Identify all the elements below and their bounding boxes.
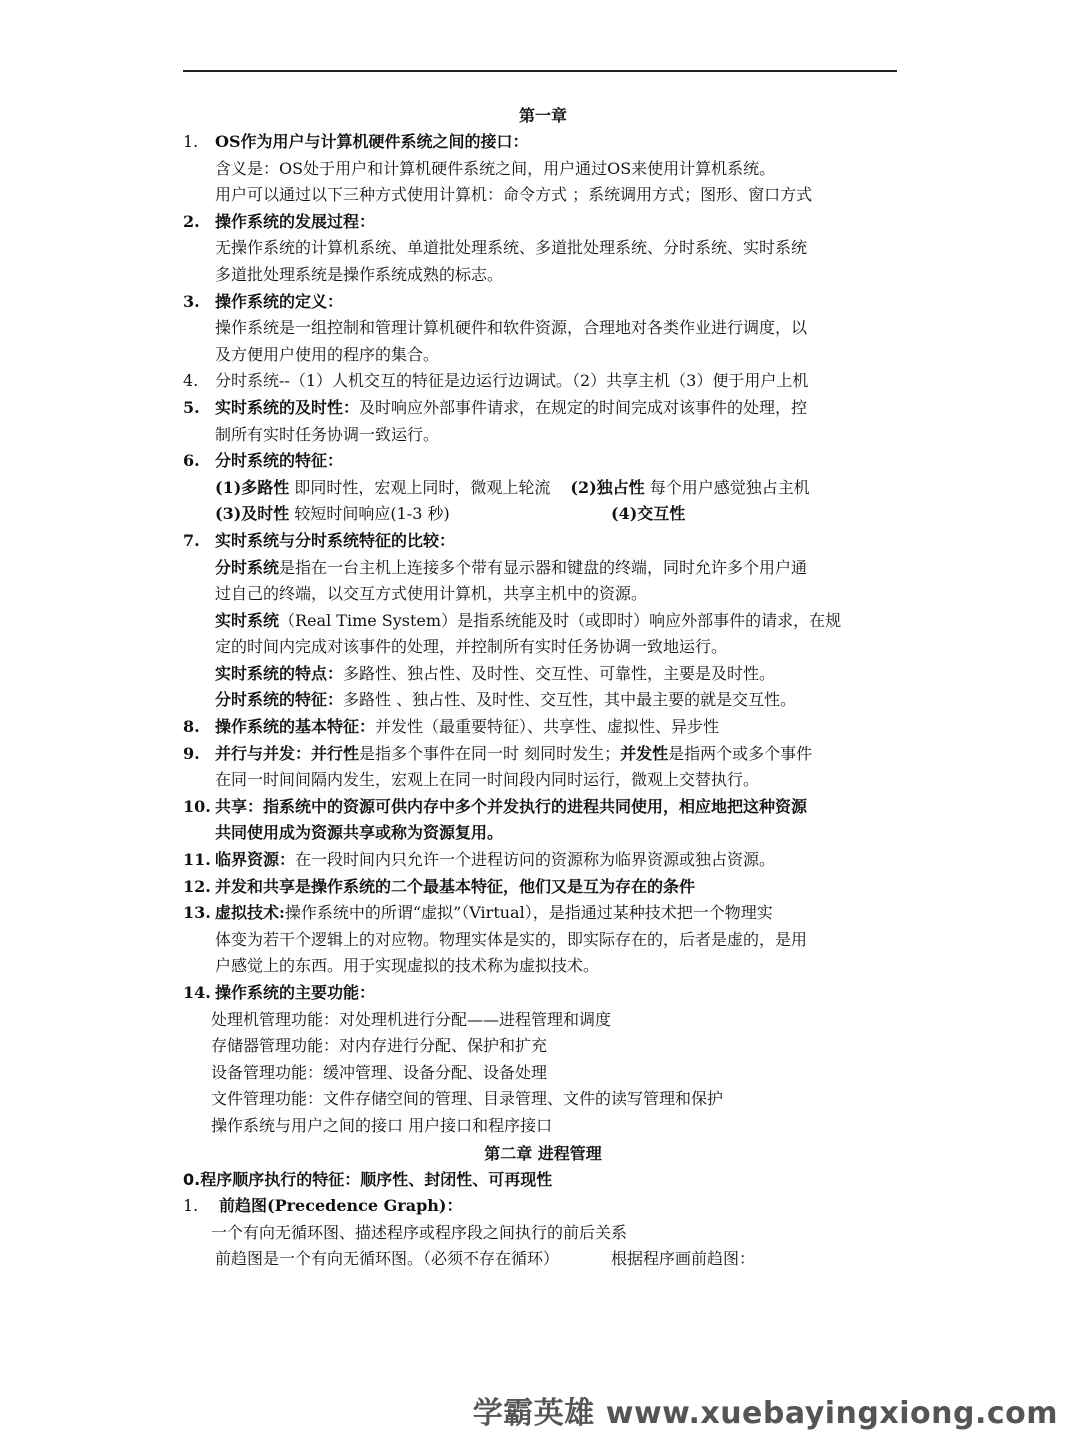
item-title: 操作系统的定义： [215,291,344,311]
list-item: 2. 操作系统的发展过程： 无操作系统的计算机系统、单道批处理系统、多道批处理系统、分时系统、实时系统 多道批处理系统是操作系统成熟的标志。 [183,209,903,289]
chapter-1-title: 第一章 [518,106,567,125]
list-item: 13. 虚拟技术:操作系统中的所谓“虚拟”（Virtual），是指通过某种技术把一个物理实 体变为若干个逻辑上的对应物。物理实体是实的，即实际存在的，后者是虚的，是用 户感觉上的东西。用于实现虚拟的技术称为虚拟技术。 [183,903,808,976]
list-item: 1. OS作为用户与计算机硬件系统之间的接口： 含义是：OS处于用户和计算机硬件系统之间，用户通过OS来使用计算机系统。 用户可以通过以下三种方式使用计算机：命令方式 ；系统调用方式；图形、窗口方式 [183,129,903,209]
item-title: 前趋图(Precedence Graph)： [219,1196,463,1216]
list-item: 1. 前趋图(Precedence Graph)： [183,1193,903,1220]
item-title: 并行与并发： [215,743,312,763]
list-item: 9. 并行与并发：并行性是指多个事件在同一时 刻同时发生；并发性是指两个或多个事件 在同一时间间隔内发生，宏观上在同一时间段内同时运行，微观上交替执行。 [183,743,813,790]
item-title: 实时系统的及时性： [215,397,360,417]
document-body: 第一章 1. OS作为用户与计算机硬件系统之间的接口： 含义是：OS处于用户和计算机硬件系统之间，用户通过OS来使用计算机系统。 用户可以通过以下三种方式使用计算机：命令方式 ；系统调用方式；图形、窗口方式 2. 操作系统的发展过程： 无操作系统的计算机系统、单道批处理系统、多道批处理系统、分时系统、实时系统 多道批处理系统是操作系统成熟的标志。 3. 操作系统的定义： 操作系统是一组控制和管理计算机硬件和软件资源，合理地对各类作业进行调度，以 及方便用户使用的程序的集合。 4. 分时系统--（1）人机交互的特征是边运行边调试。（2）共享主机（3）便于用户上机 5. 实时系统的及时性：及时响应外部事件请求，在规定的时间完成对该事件的处理，控 制所有实时任务协调一致运行。 6. 分时系统的特征： (1)多路性 即同时性，宏观上同时，微观上轮流 (2)独占性 每个用户感觉独占主机 (3)及时性 较短时间响应(1-3 秒) (4)交互性 7. 实时系统与分时系统特征的比较： 分时系统是指在一台主机上连接多个带有显示器和键盘的终端，同时允许多个用户通 过自己的终端，以交互方式使用计算机，共享主机中的资源。 实时系统（Real Time System）是指系统能及时（或即时）响应外部事件的请求，在规 定的时间内完成对该事件的处理，并控制所有实时任务协调一致地运行。 实时系统的特点：多路性、独占性、及时性、交互性、可靠性，主要是及时性。 分时系统的特征：多路性 、独占性、及时性、交互性，其中最主要的就是交互性。 8. 操作系统的基本特征：并发性（最重要特征）、共享性、虚拟性、异步性 9. 并行与并发：并行性是指多个事件在同一时 刻同时发生；并发性是指两个或多个事件 在同一时间间隔内发生，宏观上在同一时间段内同时运行，微观上交替执行。 10. 共享：指系统中的资源可供内存中多个并发执行的进程共同使用，相应地把这种资源 共同使用成为资源共享或称为资源复用。 11. 临界资源：在一段时间内只允许一个进程访问的资源称为临界资源或独占资源。 12. 并发和共享是操作系统的二个最基本特征，他们又是互为存在的条件 13. 虚拟技术:操作系统中的所谓“虚拟”（Virtual），是指通过某种技术把一个物理实 体变为若干个逻辑上的对应物。物理实体是实的，即实际存在的，后者是虚的，是用 户感觉上的东西。用于实现虚拟的技术称为虚拟技术。 14. 操作系统的主要功能： 处理机管理功能：对处理机进行分配——进程管理和调度 存储器管理功能：对内存进行分配、保护和扩充 设备管理功能：缓冲管理、设备分配、设备处理 文件管理功能：文件存储空间的管理、目录管理、文件的读写管理和保护 操作系统与用户之间的接口 用户接口和程序接口 第二章 进程管理 0.程序顺序执行的特征：顺序性、封闭性、可再现性 1. 前趋图(Precedence Graph)： 一个有向无循环图、描述程序或程序段之间执行的前后关系 前趋图是一个有向无循环图。（必须不存在循环） 根据程序画前趋图： [183,102,903,1273]
list-item: 10. 共享：指系统中的资源可供内存中多个并发执行的进程共同使用，相应地把这种资源 共同使用成为资源共享或称为资源复用。 [183,796,808,843]
list-item: 11. 临界资源：在一段时间内只允许一个进程访问的资源称为临界资源或独占资源。 [183,850,776,870]
item-title: 虚拟技术: [215,903,285,923]
list-item: 6. 分时系统的特征： (1)多路性 即同时性，宏观上同时，微观上轮流 (2)独占性 每个用户感觉独占主机 (3)及时性 较短时间响应(1-3 秒) (4)交互性 [183,448,903,528]
list-item: 14. 操作系统的主要功能： [183,980,903,1007]
list-item: 0.程序顺序执行的特征：顺序性、封闭性、可再现性 [183,1169,553,1189]
item-title: 操作系统的主要功能： [215,983,376,1002]
list-item: 12. 并发和共享是操作系统的二个最基本特征，他们又是互为存在的条件 [183,876,696,896]
item-title: 分时系统的特征： [215,451,344,471]
list-item: 4. 分时系统--（1）人机交互的特征是边运行边调试。（2）共享主机（3）便于用户上机 [183,371,809,391]
item-title: 实时系统与分时系统特征的比较： [215,530,456,550]
list-item: 5. 实时系统的及时性：及时响应外部事件请求，在规定的时间完成对该事件的处理，控 制所有实时任务协调一致运行。 [183,397,808,444]
item-title: OS作为用户与计算机硬件系统之间的接口： [215,132,529,151]
list-item: 3. 操作系统的定义： 操作系统是一组控制和管理计算机硬件和软件资源，合理地对各类作业进行调度，以 及方便用户使用的程序的集合。 [183,289,903,369]
header-rule [183,70,897,72]
item-title: 操作系统的发展过程： [215,211,376,231]
list-item: 7. 实时系统与分时系统特征的比较： 分时系统是指在一台主机上连接多个带有显示器和键盘的终端，同时允许多个用户通 过自己的终端，以交互方式使用计算机，共享主机中的资源。 实时系统（Real Time System）是指系统能及时（或即时）响应外部事件的请求，在规 定的时间内完成对该事件的处理，并控制所有实时任务协调一致地运行。 实时系统的特点：多路性、独占性、及时性、交互性、可靠性，主要是及时性。 分时系统的特征：多路性 、独占性、及时性、交互性，其中最主要的就是交互性。 [183,528,903,714]
list-item: 8. 操作系统的基本特征：并发性（最重要特征）、共享性、虚拟性、异步性 [183,717,720,737]
item-title: 操作系统的基本特征： [215,717,376,737]
watermark: 学霸英雄 www.xuebayingxiong.com [472,1396,1058,1431]
chapter-2-title: 第二章 进程管理 [484,1143,602,1163]
item-title: 临界资源： [215,850,296,870]
